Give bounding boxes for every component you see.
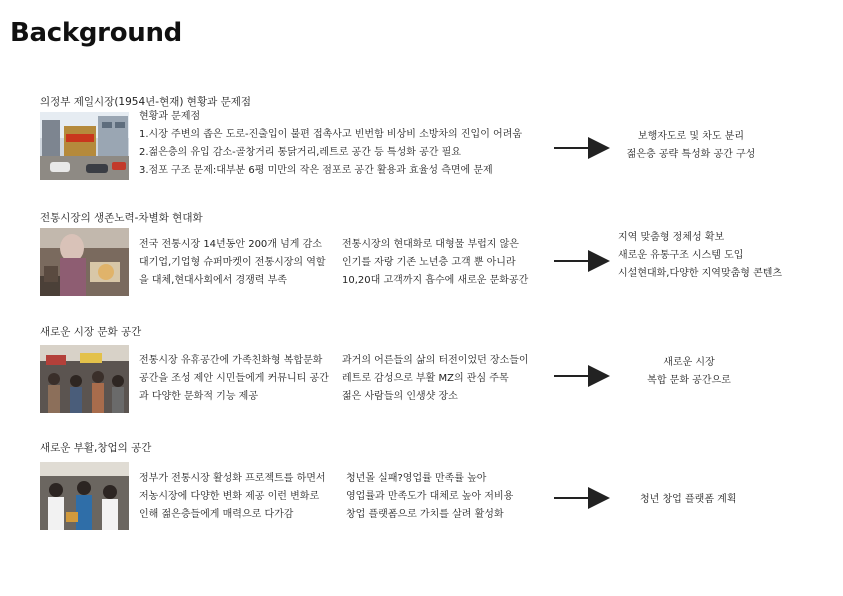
market-street-photo [40, 112, 129, 180]
section-4-text-left: 정부가 전통시장 활성화 프로젝트를 하면서 저농시장에 다양한 변화 제공 이런 변화로 인해 젊은층들에게 매력으로 다가감 [139, 473, 326, 520]
shoppers-photo [40, 228, 129, 296]
section-3-result: 새로운 시장 복합 문화 공간으로 [647, 357, 731, 386]
section-1-result: 보행자도로 및 차도 분리 젊은층 공략 특성화 공간 구성 [626, 131, 756, 160]
youth-market-photo [40, 462, 129, 530]
section-4-heading: 새로운 부활,창업의 공간 [40, 442, 152, 454]
section-4-text-right: 청년몰 실패?영업률 만족률 높아 영업률과 만족도가 대체로 높아 저비용 창업 플랫폼으로 가치를 살려 활성화 [346, 473, 514, 520]
section-4-result: 청년 창업 플랫폼 계획 [640, 494, 737, 505]
section-3-text-left: 전통시장 유휴공간에 가족친화형 복합문화 공간을 조성 제안 시민들에게 커뮤니티 공간 과 다양한 문화적 기능 제공 [139, 355, 329, 402]
crowded-market-photo [40, 345, 129, 413]
arrow-right-icon [554, 487, 610, 509]
section-2-text-left: 전국 전통시장 14년동안 200개 넘게 감소 대기업,기업형 슈퍼마켓이 전통시장의 역할 을 대체,현대사회에서 경쟁력 부족 [139, 239, 326, 286]
page-title: Background [10, 18, 182, 48]
section-3-text-right: 과거의 어른들의 삶의 터전이었던 장소들이 레트로 감성으로 부활 MZ의 관심 주목 젊은 사람들의 인생샷 장소 [342, 355, 529, 402]
arrow-right-icon [554, 250, 610, 272]
arrow-right-icon [554, 137, 610, 159]
section-2-heading: 전통시장의 생존노력-차별화 현대화 [40, 212, 203, 224]
section-2-result: 지역 맞춤형 정체성 확보 새로운 유통구조 시스템 도입 시설현대화,다양한 지역맞춤형 콘텐츠 [618, 232, 783, 279]
section-1-heading: 의정부 제일시장(1954년-현재) 현황과 문제점 [40, 96, 252, 108]
arrow-right-icon [554, 365, 610, 387]
section-2-text-right: 전통시장의 현대화로 대형물 부럽지 않은 인기를 자랑 기존 노년층 고객 뿐 아니라 10,20대 고객까지 흡수에 새로운 문화공간 [342, 239, 529, 286]
section-3-heading: 새로운 시장 문화 공간 [40, 326, 142, 338]
section-1-text: 현황과 문제점 1.시장 주변의 좁은 도로-진출입이 불편 접촉사고 빈번함 비상비 소방차의 진입이 어려움 2.젊은층의 유입 감소-골창거리 통닭거리,레트로 공간 등 특성화 공간 필요 3.점포 구조 문제:대부분 6평 미만의 작은 점포로 공간 활용과 효율성 측면에 문제 [139, 111, 523, 176]
